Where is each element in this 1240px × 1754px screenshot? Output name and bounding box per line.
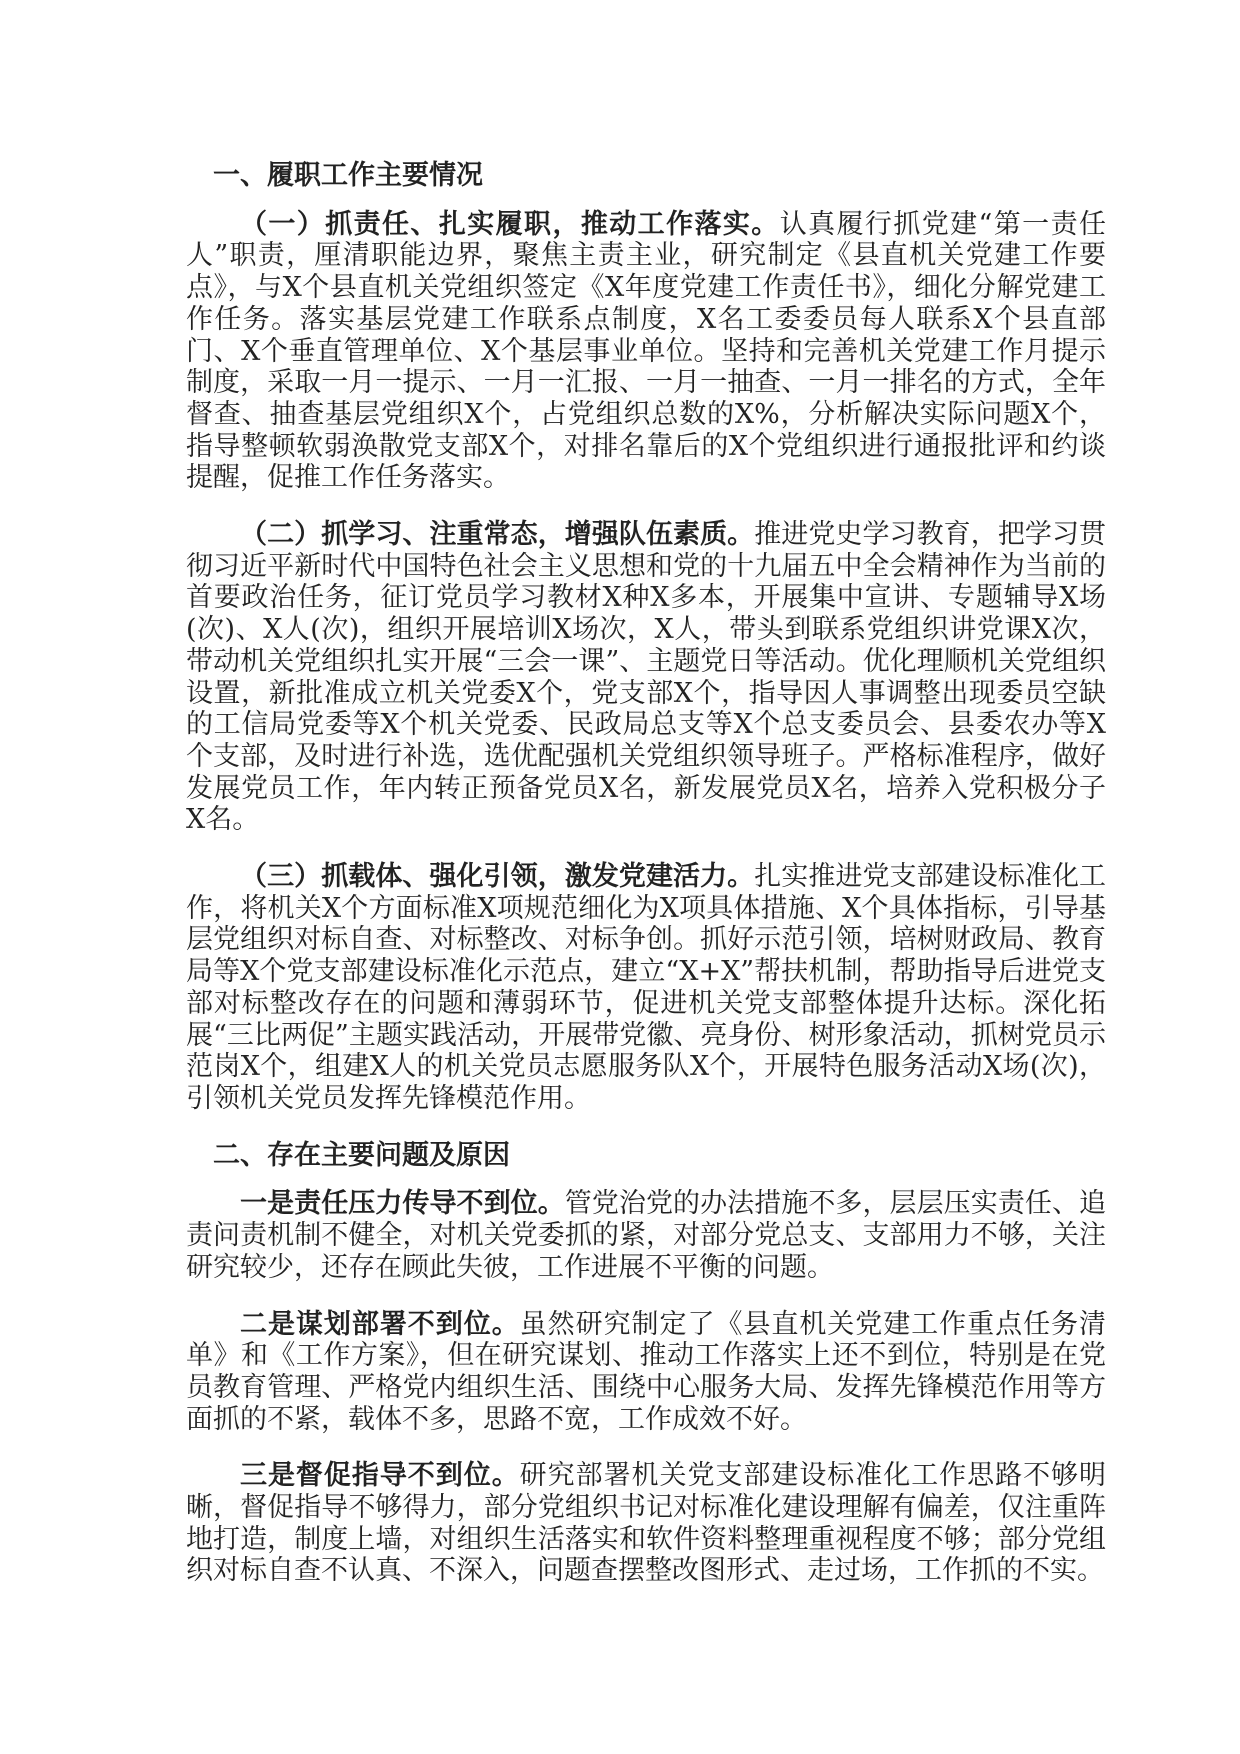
section-heading-1: 一、履职工作主要情况 — [213, 160, 483, 191]
paragraph-text: 研究部署机关党支部建设标准化工作思路不够明晰，督促指导不够得力，部分党组织书记对标准化建设理解有偏差，仅注重阵地打造，制度上墙，对组织生活落实和软件资料整理重视程度不够；部分党组织对标自查不认真、不深入，问题查摆整改图形式、走过场，工作抓的不实。 — [186, 1460, 1107, 1587]
document-page — [186, 160, 1106, 1612]
paragraph-lead: （一）抓责任、扎实履职，推动工作落实。 — [240, 208, 780, 240]
section-heading-2: 二、存在主要问题及原因 — [213, 1139, 510, 1171]
paragraph-text: 扎实推进党支部建设标准化工作，将机关X个方面标准X项规范细化为X项具体措施、X个具体指标，引导基层党组织对标自查、对标整改、对标争创。抓好示范引领，培树财政局、教育局等X个党支部建设标准化示范点，建立“X+X”帮扶机制，帮助指导后进党支部对标整改存在的问题和薄弱环节，促进机关党支部整体提升达标。深化拓展“三比两促”主题实践活动，开展带党徽、亮身份、树形象活动，抓树党员示范岗X个，组建X人的机关党员志愿服务队X个，开展特色服务活动X场(次)，引领机关党员发挥先锋模范作用。 — [186, 861, 1107, 1114]
paragraph-lead: （三）抓载体、强化引领，激发党建活力。 — [240, 861, 755, 893]
paragraph-carrier — [186, 861, 1106, 1115]
paragraph-text: 推进党史学习教育，把学习贯彻习近平新时代中国特色社会主义思想和党的十九届五中全会精神作为当前的首要政治任务，征订党员学习教材X种X多本，开展集中宣讲、专题辅导X场(次)、X人(次)，组织开展培训X场次，X人，带头到联系党组织讲党课X次，带动机关党组织扎实开展“三会一课”、主题党日等活动。优化理顺机关党组织设置，新批准成立机关党委X个，党支部X个，指导因人事调整出现委员空缺的工信局党委等X个机关党委、民政局总支等X个总支委员会、县委农办等X个支部，及时进行补选，选优配强机关党组织领导班子。严格标准程序，做好发展党员工作，年内转正预备党员X名，新发展党员X名，培养入党积极分子X名。 — [186, 519, 1107, 836]
paragraph-study — [186, 519, 1106, 836]
paragraph-lead: 一是责任压力传导不到位。 — [240, 1188, 565, 1220]
paragraph-problem-2 — [186, 1309, 1106, 1436]
paragraph-problem-1 — [186, 1188, 1106, 1283]
paragraph-problem-3 — [186, 1460, 1106, 1587]
paragraph-text: 认真履行抓党建“第一责任人”职责，厘清职能边界，聚焦主责主业，研究制定《县直机关党建工作要点》，与X个县直机关党组织签定《X年度党建工作责任书》，细化分解党建工作任务。落实基层党建工作联系点制度，X名工委委员每人联系X个县直部门、X个垂直管理单位、X个基层事业单位。坚持和完善机关党建工作月提示制度，采取一月一提示、一月一汇报、一月一抽查、一月一排名的方式，全年督查、抽查基层党组织X个，占党组织总数的X%，分析解决实际问题X个，指导整顿软弱涣散党支部X个，对排名靠后的X个党组织进行通报批评和约谈提醒，促推工作任务落实。 — [186, 208, 1106, 494]
paragraph-lead: 三是督促指导不到位。 — [240, 1460, 520, 1492]
paragraph-lead: （二）抓学习、注重常态，增强队伍素质。 — [240, 519, 755, 551]
paragraph-text: 管党治党的办法措施不多，层层压实责任、追责问责机制不健全，对机关党委抓的紧，对部分党总支、支部用力不够，关注研究较少，还存在顾此失彼，工作进展不平衡的问题。 — [186, 1188, 1107, 1283]
paragraph-responsibility — [186, 209, 1106, 494]
paragraph-text: 虽然研究制定了《县直机关党建工作重点任务清单》和《工作方案》，但在研究谋划、推动工作落实上还不到位，特别是在党员教育管理、严格党内组织生活、围绕中心服务大局、发挥先锋模范作用等方面抓的不紧，载体不多，思路不宽，工作成效不好。 — [186, 1308, 1107, 1435]
paragraph-lead: 二是谋划部署不到位。 — [240, 1308, 520, 1340]
